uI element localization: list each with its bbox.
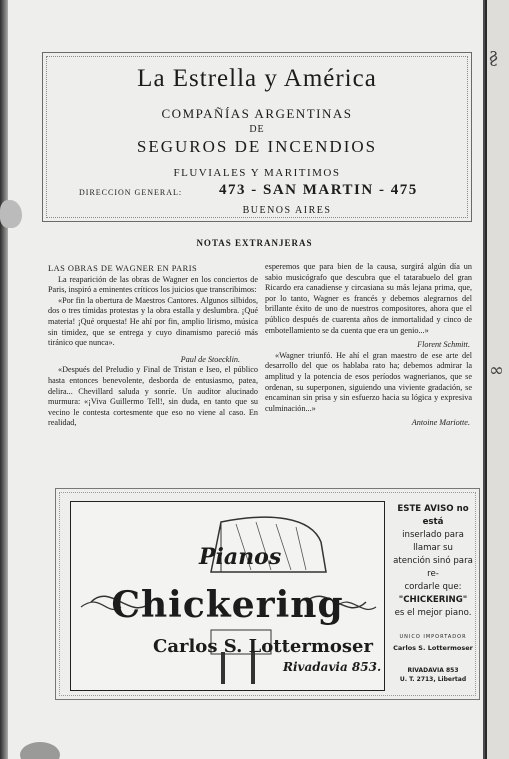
representative-name: Carlos S. Lottermoser bbox=[153, 636, 373, 657]
side-line: atención sinó para re- bbox=[393, 556, 473, 579]
chickering-logo-panel bbox=[70, 501, 385, 691]
side-line: es el mejor piano. bbox=[394, 608, 472, 618]
piano-advertisement bbox=[55, 488, 480, 700]
ad-side-text bbox=[392, 503, 474, 684]
importer-name: Carlos S. Lottermoser bbox=[393, 644, 473, 652]
signature: Florent Schmitt. bbox=[417, 340, 470, 350]
ad-de-line: DE bbox=[249, 124, 265, 135]
article-column-right bbox=[265, 262, 472, 429]
article-column-left bbox=[48, 264, 258, 429]
paragraph: La reaparición de las obras de Wagner en los conciertos de Paris, inspiró a eminentes críticos los juicios que transcribimos: bbox=[48, 274, 258, 295]
side-line: ESTE AVISO no está bbox=[397, 504, 469, 527]
brand-name: Chickering bbox=[111, 584, 344, 626]
ornament-icon: ∞ bbox=[489, 360, 504, 381]
ornament-icon: § bbox=[489, 48, 498, 69]
importer-label: UNICO IMPORTADOR bbox=[399, 634, 467, 640]
insurance-advertisement bbox=[42, 52, 472, 222]
paper-stain bbox=[0, 200, 22, 228]
adjacent-page-edge bbox=[485, 0, 509, 759]
paragraph: esperemos que para bien de la causa, surgirá algún día un sabio musicógrafo que descubra que el tatarabuelo del gran Ricardo era canadiense y circasiana su más lejana prima, que, por lo tanto, Wagner es francés y debemos alegrarnos del brillante éxito de uno de nuestros compositores, ahora que el público después de cuarenta años de inmortalidad y cinco de embotellamiento se da cuenta que era un genio...» bbox=[265, 262, 472, 335]
ad-seguros-line: SEGUROS DE INCENDIOS bbox=[136, 137, 378, 156]
ad-address: 473 - SAN MARTIN - 475 bbox=[219, 182, 418, 198]
side-line: inserlado para llamar su bbox=[402, 530, 464, 553]
side-line: "CHICKERING" bbox=[398, 595, 468, 605]
importer-street: RIVADAVIA 853 bbox=[407, 667, 459, 674]
signature: Paul de Stoecklin. bbox=[180, 354, 240, 364]
paragraph: «Por fin la obertura de Maestros Cantores. Algunos silbidos, dos o tres tímidas protestas y la obra estalla y deslumbra. ¡Qué materia! ¡Qué orquesta! He ahí por fin, amplio lirismo, música sin timidez, que se entrega y cuyo dinamismo pareció más tiránico que nunca». bbox=[48, 295, 258, 348]
ad-fluviales-line: FLUVIALES Y MARITIMOS bbox=[173, 167, 341, 179]
side-line: cordarle que: bbox=[404, 582, 462, 592]
ad-companies-line: COMPAÑÍAS ARGENTINAS bbox=[161, 106, 353, 121]
paragraph: «Wagner triunfó. He ahí el gran maestro de ese arte del desarrollo del que os hablaba rato ha; debemos admirar la amplitud y la potencia de esos períodos wagnerianos, que se ordenan, su superponen, siguiendo una viviente gradación, se encaminan sin prisa y sin esfuerzo hacia su lógica y expresiva culminación...» bbox=[265, 350, 472, 413]
ad-city: BUENOS AIRES bbox=[242, 205, 332, 216]
ad-title: La Estrella y América bbox=[137, 65, 377, 92]
article-subheading: LAS OBRAS DE WAGNER EN PARIS bbox=[48, 264, 198, 273]
signature: Antoine Mariotte. bbox=[411, 418, 470, 428]
pianos-label: Pianos bbox=[199, 544, 282, 570]
paragraph: «Después del Preludio y Final de Tristan e Iseo, el público hasta entonces benevolente, desborda de entusiasmo, patea, delira... Chevillard saluda y sonríe. Un auditor alucinado murmura: «¡Viva Guillermo Tell!, sin duda, en tanto que su vecino le contesta cortesmente que eso no viene al caso. En realidad, bbox=[48, 365, 258, 428]
ad-direction-label: DIRECCION GENERAL: bbox=[79, 188, 183, 197]
importer-phone: U. T. 2713, Libertad bbox=[399, 676, 467, 683]
section-heading: NOTAS EXTRANJERAS bbox=[196, 238, 313, 248]
representative-address: Rivadavia 853. bbox=[283, 660, 382, 674]
importer-address bbox=[392, 666, 474, 684]
